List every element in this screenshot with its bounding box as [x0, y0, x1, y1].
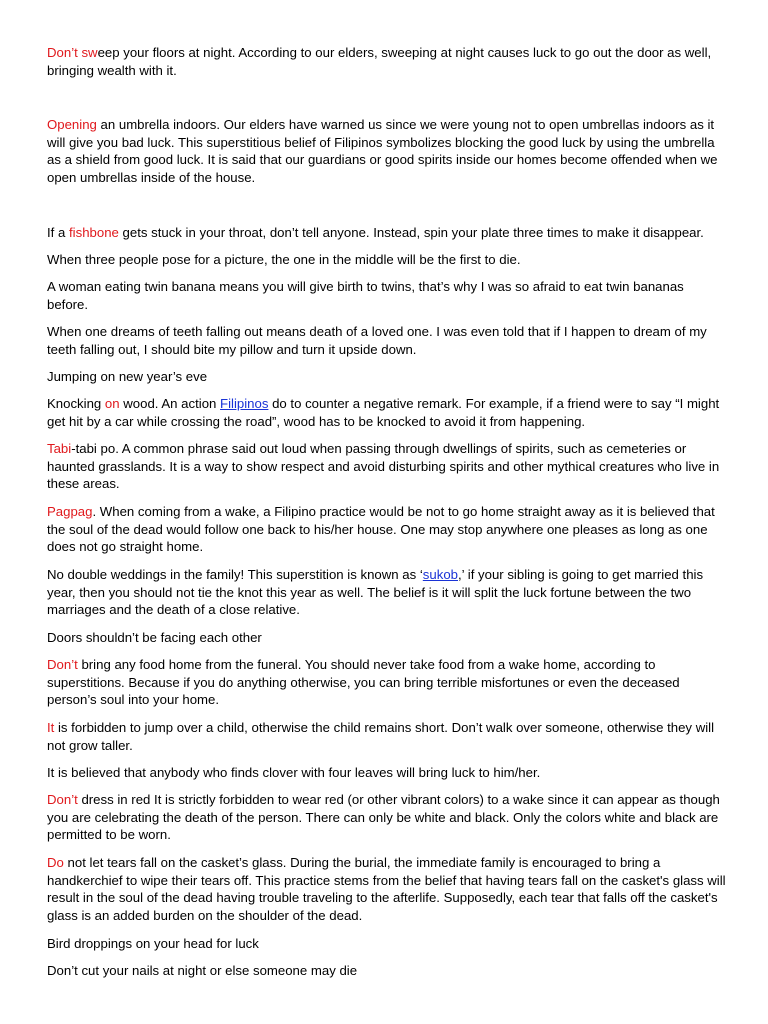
paragraph-dress-red [47, 791, 727, 844]
paragraph-text: do to counter a negative remark. For example, if a friend were to say “I might get hit by a car while crossing the road”, wood has to be knocked to avoid it from happening. [47, 396, 720, 429]
paragraph-text-pre: If a [47, 225, 69, 240]
highlight-text: Tabi [47, 441, 72, 456]
paragraph-teeth-dream [47, 323, 727, 358]
highlight-text: Pagpag [47, 504, 93, 519]
paragraph-text: . When coming from a wake, a Filipino practice would be not to go home straight away as it is believed that the soul of the dead would follow one back to his/her house. One may stop anywhere one pleases as long as one does not go straight home. [47, 504, 715, 555]
paragraph-text: ,’ if your sibling is going to get married this year, then you should not tie the knot this year as well. The belief is it will split the luck fortune between the two marriages and the death of a close relative. [47, 567, 704, 618]
paragraph-four-leaf-clover [47, 764, 540, 782]
paragraph-new-year [47, 368, 207, 386]
highlight-text: Don’t sw [47, 45, 98, 60]
paragraph-text: Doors shouldn’t be facing each other [47, 630, 262, 645]
paragraph-tabi-tabi [47, 440, 727, 493]
paragraph-text: When three people pose for a picture, the one in the middle will be the first to die. [47, 252, 521, 267]
paragraph-text: Jumping on new year’s eve [47, 369, 208, 384]
paragraph-double-weddings [47, 566, 727, 619]
filipinos-link[interactable]: Filipinos [220, 396, 269, 411]
paragraph-text-mid: wood. An action [119, 396, 221, 411]
paragraph-text: bring any food home from the funeral. You should never take food from a wake home, according to superstitions. Because if you do anything otherwise, you can bring terrible misfortunes or even the deceased person’s soul into your home. [47, 657, 680, 708]
paragraph-text: -tabi po. A common phrase said out loud when passing through dwellings of spirits, such as cemeteries or haunted grasslands. It is a way to show respect and avoid disturbing spirits and other mythical creatures who live in these areas. [47, 441, 720, 492]
paragraph-text: A woman eating twin banana means you will give birth to twins, that’s why I was so afraid to eat twin bananas before. [47, 279, 684, 312]
highlight-text: Opening [47, 117, 97, 132]
highlight-text: Do [47, 855, 64, 870]
paragraph-text-pre: Knocking [47, 396, 105, 411]
paragraph-knocking-wood [47, 395, 727, 430]
paragraph-text: gets stuck in your throat, don’t tell anyone. Instead, spin your plate three times to make it disappear. [118, 225, 704, 240]
highlight-text: Don’t [47, 657, 78, 672]
sukob-link[interactable]: sukob [422, 567, 458, 582]
paragraph-funeral-food [47, 656, 727, 709]
paragraph-casket-tears [47, 854, 727, 924]
paragraph-pagpag [47, 503, 727, 556]
paragraph-text: eep your floors at night. According to our elders, sweeping at night causes luck to go out the door as well, bringing wealth with it. [47, 45, 712, 78]
paragraph-text: Don’t cut your nails at night or else someone may die [47, 963, 358, 978]
paragraph-twin-banana [47, 278, 727, 313]
paragraph-doors [47, 629, 262, 647]
highlight-text: It [47, 720, 55, 735]
paragraph-three-people [47, 251, 521, 269]
paragraph-text: Bird droppings on your head for luck [47, 936, 259, 951]
paragraph-text: an umbrella indoors. Our elders have warned us since we were young not to open umbrellas indoors as it will give you bad luck. This superstitious belief of Filipinos symbolizes blocking the good luck by using the umbrella as a shield from good luck. It is said that our guardians or good spirits inside our homes become offended when we open umbrellas inside of the house. [47, 117, 718, 185]
paragraph-text-pre: No double weddings in the family! This superstition is known as ‘ [47, 567, 423, 582]
paragraph-text: not let tears fall on the casket’s glass. During the burial, the immediate family is encouraged to bring a handkerchief to wipe their tears off. This practice stems from the belief that having tears fall on the casket's glass will result in the soul of the dead having trouble traveling to the afterlife. Supposedly, each tear that falls off the casket's glass is an added burden on the shoulder of the dead. [47, 855, 726, 923]
paragraph-text: It is believed that anybody who finds clover with four leaves will bring luck to him/her. [47, 765, 541, 780]
paragraph-jump-over-child [47, 719, 727, 754]
highlight-text: on [104, 396, 120, 411]
paragraph-umbrella [47, 116, 727, 186]
paragraph-text: is forbidden to jump over a child, otherwise the child remains short. Don’t walk over someone, otherwise they will not grow taller. [47, 720, 715, 753]
highlight-text: Don’t [47, 792, 78, 807]
paragraph-nails-night [47, 962, 357, 980]
paragraph-sweeping [47, 44, 727, 79]
highlight-text: fishbone [69, 225, 119, 240]
paragraph-fishbone [47, 224, 704, 242]
paragraph-bird-droppings [47, 935, 259, 953]
paragraph-text: dress in red It is strictly forbidden to wear red (or other vibrant colors) to a wake since it can appear as though you are celebrating the death of the person. There can only be white and black. Only the colors white and black are permitted to be worn. [47, 792, 720, 843]
paragraph-text: When one dreams of teeth falling out means death of a loved one. I was even told that if I happen to dream of my teeth falling out, I should bite my pillow and turn it upside down. [47, 324, 707, 357]
